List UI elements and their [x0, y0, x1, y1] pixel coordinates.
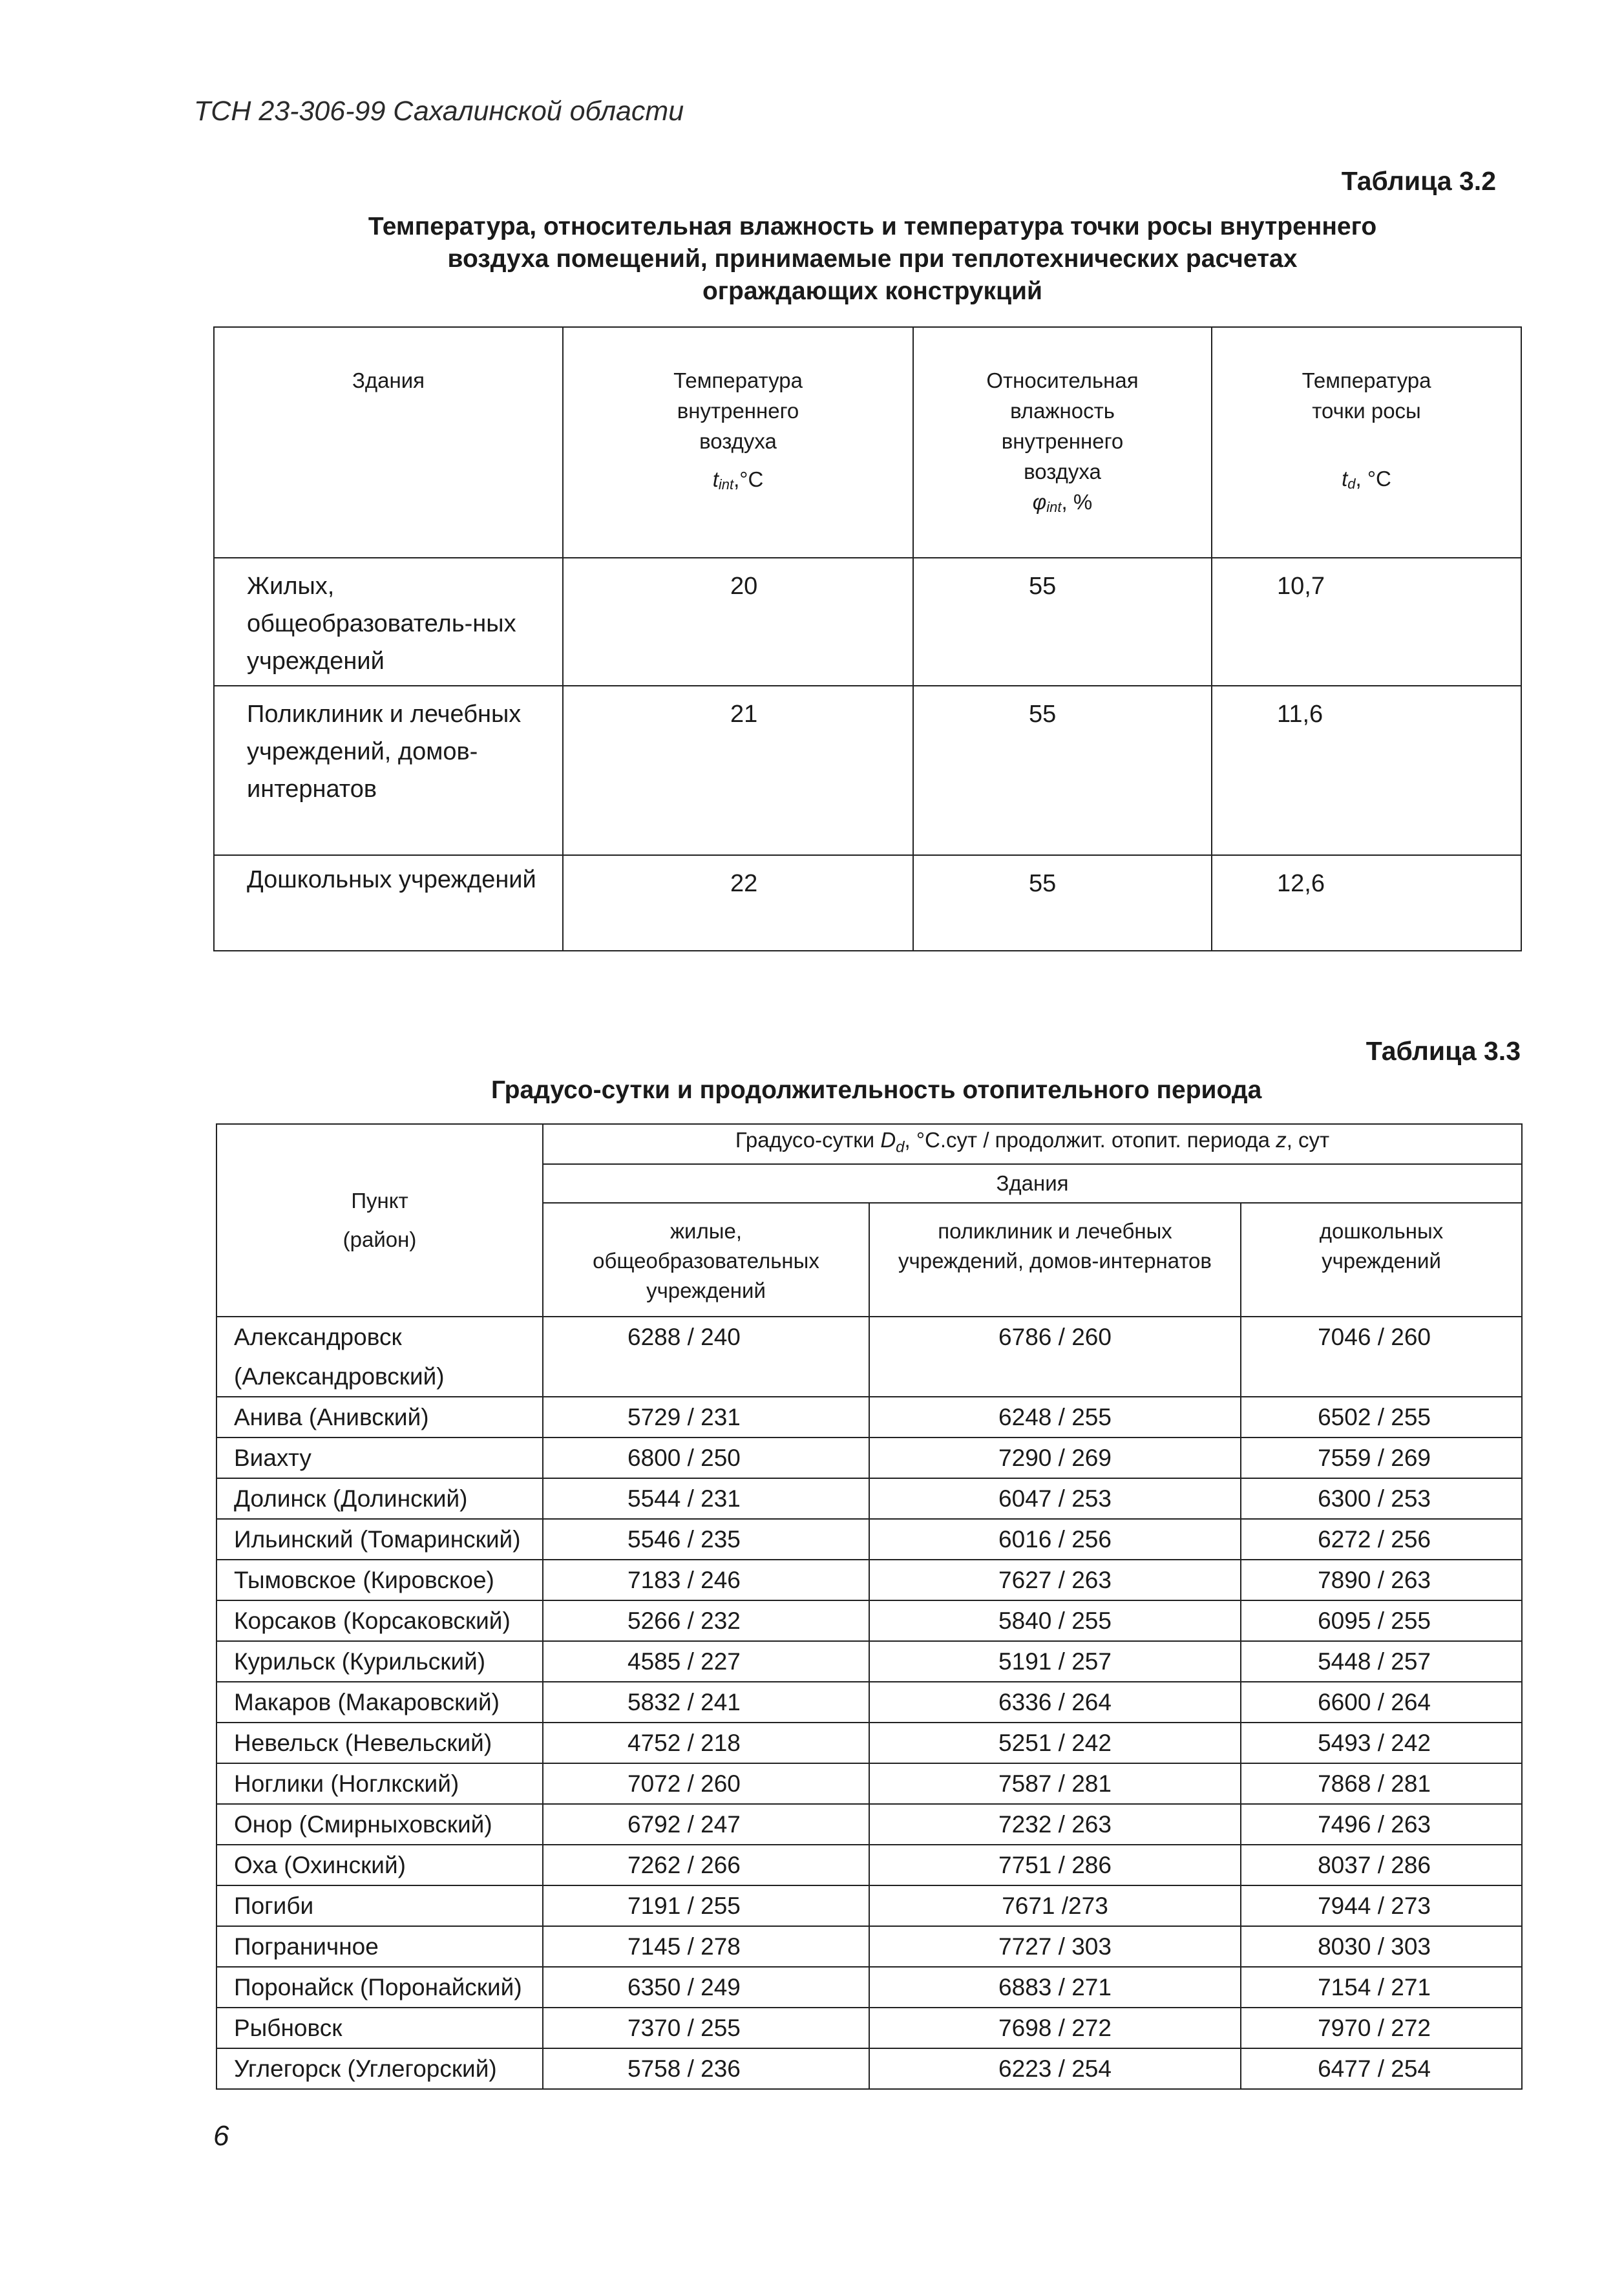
residential-value: 5832 / 241	[543, 1682, 869, 1723]
clinic-value: 6248 / 255	[869, 1397, 1241, 1438]
clinic-value: 5251 / 242	[869, 1723, 1241, 1763]
clinic-value: 7751 / 286	[869, 1845, 1241, 1885]
residential-value: 6350 / 249	[543, 1967, 869, 2008]
preschool-value: 6272 / 256	[1241, 1519, 1522, 1560]
point-name: Виахту	[216, 1438, 543, 1478]
residential-value: 4752 / 218	[543, 1723, 869, 1763]
dew-point: 12,6	[1212, 855, 1521, 951]
header-text: Температура точки росы	[1302, 368, 1431, 423]
document-header: ТСН 23-306-99 Сахалинской области	[194, 96, 684, 127]
header-buildings	[214, 327, 563, 558]
symbol: D	[880, 1128, 896, 1152]
clinic-value: 7627 / 263	[869, 1560, 1241, 1600]
header-humidity	[913, 327, 1212, 558]
clinic-value: 6336 / 264	[869, 1682, 1241, 1723]
clinic-value: 7671 /273	[869, 1885, 1241, 1926]
table-row	[216, 1885, 1522, 1926]
preschool-value: 7559 / 269	[1241, 1438, 1522, 1478]
preschool-value: 7046 / 260	[1241, 1317, 1522, 1397]
internal-temperature: 22	[563, 855, 913, 951]
symbol-subscript: int	[718, 476, 734, 493]
preschool-value: 8037 / 286	[1241, 1845, 1522, 1885]
table-row	[216, 1845, 1522, 1885]
point-name: Онор (Смирныховский)	[216, 1804, 543, 1845]
clinic-value: 7698 / 272	[869, 2008, 1241, 2048]
building-type: Жилых, общеобразователь-ных учреждений	[214, 558, 563, 686]
building-type: Поликлиник и лечебных учреждений, домов-интернатов	[214, 686, 563, 855]
internal-temperature: 20	[563, 558, 913, 686]
table-row	[216, 2048, 1522, 2089]
residential-value: 5266 / 232	[543, 1600, 869, 1641]
header-symbol: $t_d$, °C	[1342, 467, 1391, 492]
table-3-3-label: Таблица 3.3	[1366, 1036, 1521, 1066]
clinic-value: 7232 / 263	[869, 1804, 1241, 1845]
point-name: Корсаков (Корсаковский)	[216, 1600, 543, 1641]
preschool-value: 5493 / 242	[1241, 1723, 1522, 1763]
residential-value: 7145 / 278	[543, 1926, 869, 1967]
relative-humidity: 55	[913, 558, 1212, 686]
residential-value: 5758 / 236	[543, 2048, 869, 2089]
point-name: Поронайск (Поронайский)	[216, 1967, 543, 2008]
symbol: φ	[1032, 490, 1047, 514]
clinic-value: 6223 / 254	[869, 2048, 1241, 2089]
header-col-preschool: дошкольных учреждений	[1241, 1203, 1522, 1317]
table-3-3-title: Градусо-сутки и продолжительность отопительного периода	[491, 1076, 1262, 1104]
building-type: Дошкольных учреждений	[214, 855, 563, 951]
header-degree-days-text: Градусо-сутки $D_d$, °C.сут / продолжит. отопит. периода z, сут	[735, 1128, 1330, 1156]
point-name: Оха (Охинский)	[216, 1845, 543, 1885]
point-name: Анива (Анивский)	[216, 1397, 543, 1438]
header-temperature	[563, 327, 913, 558]
residential-value: 6288 / 240	[543, 1317, 869, 1397]
preschool-value: 6502 / 255	[1241, 1397, 1522, 1438]
symbol-subscript: int	[1046, 499, 1062, 515]
table-3-2-title: Температура, относительная влажность и температура точки росы внутреннего воздуха помещений, принимаемые при теплотехнических расчетах ограждающих конструкций	[368, 213, 1377, 305]
point-name: Ноглики (Ноглкский)	[216, 1763, 543, 1804]
table-row	[216, 1317, 1522, 1397]
clinic-value: 5840 / 255	[869, 1600, 1241, 1641]
clinic-value: 7587 / 281	[869, 1763, 1241, 1804]
table-row	[216, 2008, 1522, 2048]
point-name: Александровск (Александровский)	[216, 1317, 543, 1397]
table-row	[216, 1600, 1522, 1641]
header-symbol: $\varphi_{int}$, %	[1032, 490, 1093, 515]
preschool-value: 7890 / 263	[1241, 1560, 1522, 1600]
header-symbol: $t_{int},^\circ C$	[712, 467, 764, 493]
dew-point: 11,6	[1212, 686, 1521, 855]
residential-value: 5544 / 231	[543, 1478, 869, 1519]
preschool-value: 6095 / 255	[1241, 1600, 1522, 1641]
preschool-value: 7496 / 263	[1241, 1804, 1522, 1845]
relative-humidity: 55	[913, 855, 1212, 951]
point-name: Долинск (Долинский)	[216, 1478, 543, 1519]
point-name: Ильинский (Томаринский)	[216, 1519, 543, 1560]
header-text: Относительная влажность внутреннего воздуха	[986, 368, 1139, 483]
preschool-value: 7154 / 271	[1241, 1967, 1522, 2008]
symbol-subscript: d	[1347, 476, 1356, 492]
table-row	[214, 855, 1521, 951]
preschool-value: 7944 / 273	[1241, 1885, 1522, 1926]
header-text: Здания	[352, 368, 425, 392]
table-row	[216, 1397, 1522, 1438]
header-text: Температура внутреннего воздуха	[673, 368, 803, 453]
point-name: Невельск (Невельский)	[216, 1723, 543, 1763]
clinic-value: 6016 / 256	[869, 1519, 1241, 1560]
header-region-label: (район)	[343, 1227, 417, 1251]
residential-value: 4585 / 227	[543, 1641, 869, 1682]
dew-point: 10,7	[1212, 558, 1521, 686]
preschool-value: 7970 / 272	[1241, 2008, 1522, 2048]
table-3-3	[216, 1123, 1523, 2090]
symbol: z	[1276, 1128, 1287, 1152]
relative-humidity: 55	[913, 686, 1212, 855]
table-row	[216, 1519, 1522, 1560]
table-row	[216, 1560, 1522, 1600]
point-name: Курильск (Курильский)	[216, 1641, 543, 1682]
clinic-value: 6786 / 260	[869, 1317, 1241, 1397]
point-name: Макаров (Макаровский)	[216, 1682, 543, 1723]
table-row	[216, 1682, 1522, 1723]
header-point-label: Пункт	[351, 1189, 408, 1213]
table-3-3-header-row-1	[216, 1124, 1522, 1164]
page-number: 6	[213, 2120, 229, 2152]
clinic-value: 6883 / 271	[869, 1967, 1241, 2008]
point-name: Погиби	[216, 1885, 543, 1926]
point-name: Углегорск (Углегорский)	[216, 2048, 543, 2089]
table-row	[214, 558, 1521, 686]
table-3-2-label: Таблица 3.2	[1341, 166, 1496, 196]
residential-value: 7262 / 266	[543, 1845, 869, 1885]
clinic-value: 5191 / 257	[869, 1641, 1241, 1682]
header-col-residential: жилые, общеобразовательных учреждений	[543, 1203, 869, 1317]
symbol: t	[1342, 467, 1348, 491]
residential-value: 7183 / 246	[543, 1560, 869, 1600]
header-point	[216, 1124, 543, 1317]
header-dew-point	[1212, 327, 1521, 558]
preschool-value: 6600 / 264	[1241, 1682, 1522, 1723]
residential-value: 6792 / 247	[543, 1804, 869, 1845]
table-row	[216, 1763, 1522, 1804]
table-row	[216, 1926, 1522, 1967]
residential-value: 5729 / 231	[543, 1397, 869, 1438]
residential-value: 7072 / 260	[543, 1763, 869, 1804]
clinic-value: 7727 / 303	[869, 1926, 1241, 1967]
table-row	[214, 686, 1521, 855]
table-3-2-header-row	[214, 327, 1521, 558]
residential-value: 6800 / 250	[543, 1438, 869, 1478]
residential-value: 7191 / 255	[543, 1885, 869, 1926]
header-buildings: Здания	[543, 1164, 1522, 1203]
table-row	[216, 1641, 1522, 1682]
table-row	[216, 1723, 1522, 1763]
clinic-value: 7290 / 269	[869, 1438, 1241, 1478]
symbol-subscript: d	[896, 1138, 905, 1156]
table-row	[216, 1967, 1522, 2008]
residential-value: 7370 / 255	[543, 2008, 869, 2048]
clinic-value: 6047 / 253	[869, 1478, 1241, 1519]
preschool-value: 7868 / 281	[1241, 1763, 1522, 1804]
point-name: Рыбновск	[216, 2008, 543, 2048]
header-degree-days	[543, 1124, 1522, 1164]
header-col-clinics: поликлиник и лечебных учреждений, домов-интернатов	[869, 1203, 1241, 1317]
residential-value: 5546 / 235	[543, 1519, 869, 1560]
table-row	[216, 1478, 1522, 1519]
preschool-value: 8030 / 303	[1241, 1926, 1522, 1967]
preschool-value: 6300 / 253	[1241, 1478, 1522, 1519]
table-3-2	[213, 326, 1522, 951]
preschool-value: 5448 / 257	[1241, 1641, 1522, 1682]
preschool-value: 6477 / 254	[1241, 2048, 1522, 2089]
point-name: Пограничное	[216, 1926, 543, 1967]
point-name: Тымовское (Кировское)	[216, 1560, 543, 1600]
symbol: t	[712, 467, 719, 491]
table-row	[216, 1804, 1522, 1845]
table-row	[216, 1438, 1522, 1478]
internal-temperature: 21	[563, 686, 913, 855]
